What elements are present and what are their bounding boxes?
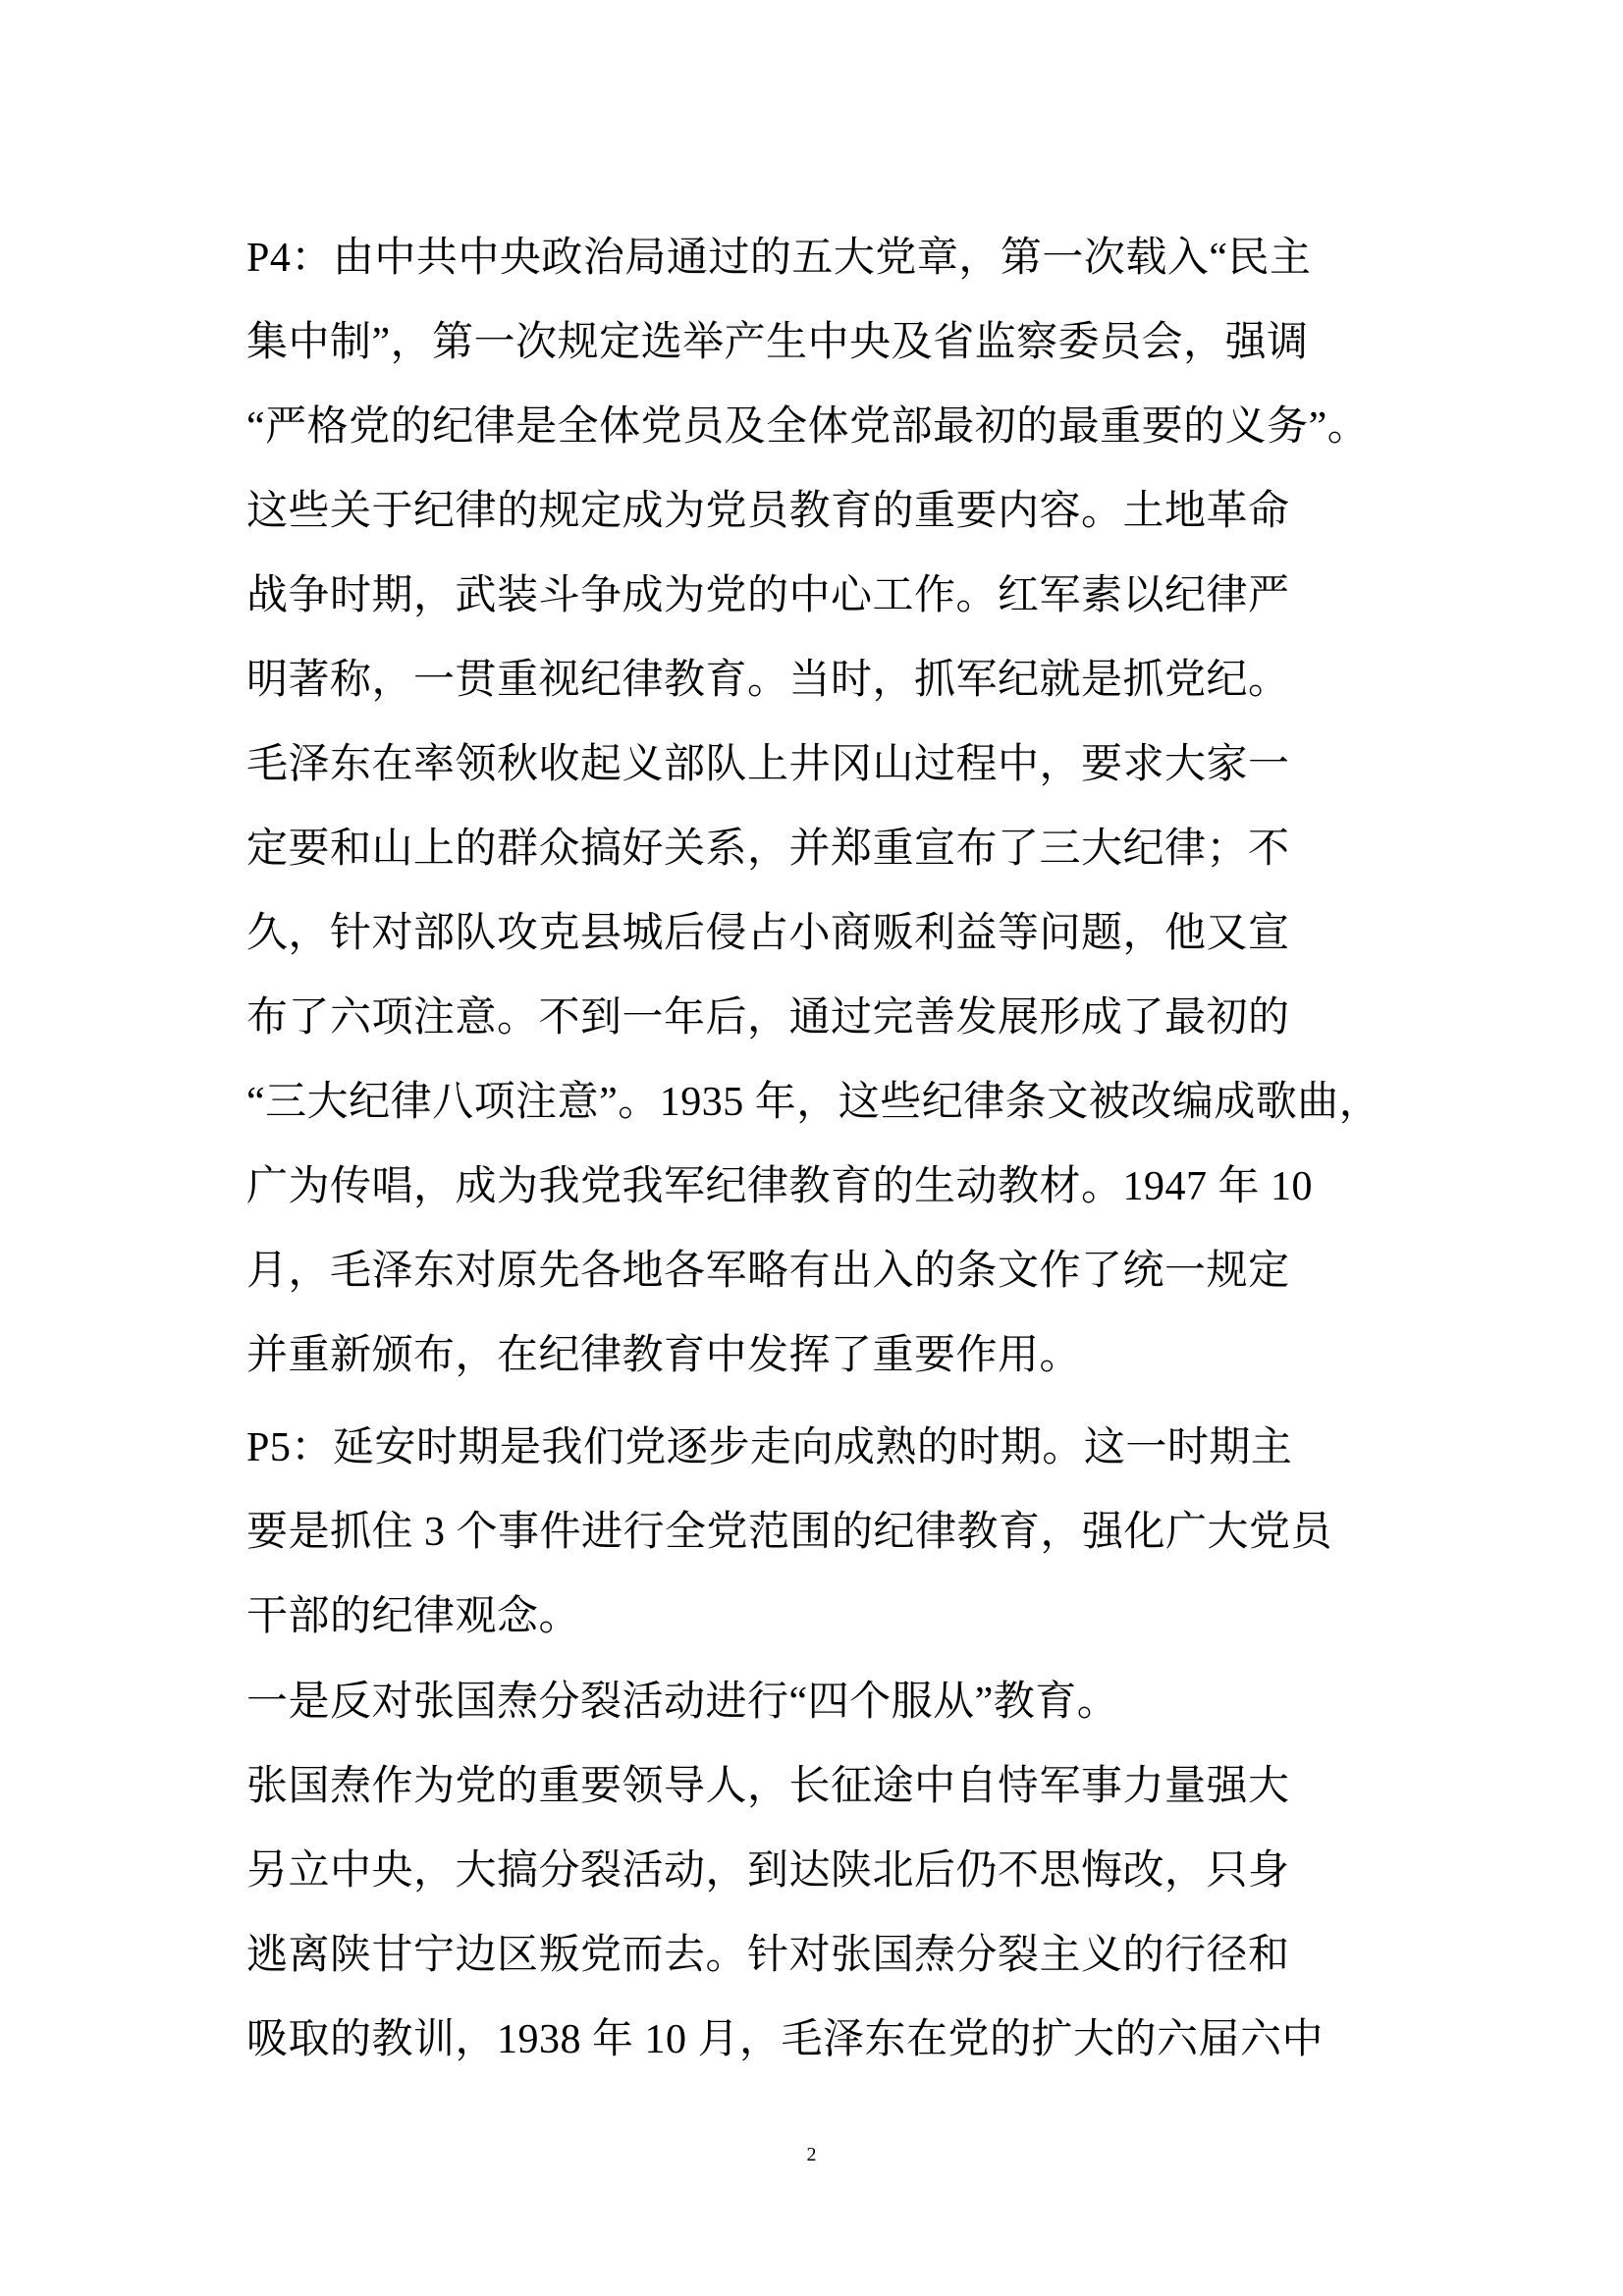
text-line: 并重新颁布，在纪律教育中发挥了重要作用。 — [246, 1333, 1082, 1378]
text-line: 要是抓住 3 个事件进行全党范围的纪律教育，强化广大党员 — [246, 1510, 1333, 1555]
text-line: 明著称，一贯重视纪律教育。当时，抓军纪就是抓党纪。 — [246, 658, 1290, 703]
text-line: 广为传唱，成为我党我军纪律教育的生动教材。1947 年 10 — [246, 1164, 1314, 1209]
text-line: 张国焘作为党的重要领导人，长征途中自恃军事力量强大 — [246, 1764, 1290, 1809]
text-line: “严格党的纪律是全体党员及全体党部最初的最重要的义务”。 — [246, 404, 1370, 450]
text-line: P5：延安时期是我们党逐步走向成熟的时期。这一时期主 — [246, 1425, 1293, 1470]
text-line: 干部的纪律观念。 — [246, 1594, 581, 1639]
text-line: 这些关于纪律的规定成为党员教育的重要内容。土地革命 — [246, 489, 1290, 534]
text-line: P4：由中共中央政治局通过的五大党章，第一次载入“民主 — [246, 236, 1312, 281]
text-line: 战争时期，武装斗争成为党的中心工作。红军素以纪律严 — [246, 573, 1290, 618]
text-line: 另立中央，大搞分裂活动，到达陕北后仍不思悔改，只身 — [246, 1848, 1290, 1894]
text-line: 定要和山上的群众搞好关系，并郑重宣布了三大纪律；不 — [246, 827, 1290, 872]
text-line: 集中制”，第一次规定选举产生中央及省监察委员会，强调 — [246, 320, 1309, 365]
text-line: 逃离陕甘宁边区叛党而去。针对张国焘分裂主义的行径和 — [246, 1933, 1290, 1978]
text-line: 月，毛泽东对原先各地各军略有出入的条文作了统一规定 — [246, 1249, 1290, 1294]
text-line: 久，针对部队攻克县城后侵占小商贩利益等问题，他又宣 — [246, 911, 1290, 956]
text-line: 一是反对张国焘分裂活动进行“四个服从”教育。 — [246, 1680, 1119, 1725]
text-line: 吸取的教训，1938 年 10 月，毛泽东在党的扩大的六届六中 — [246, 2017, 1325, 2062]
text-line: 毛泽东在率领秋收起义部队上井冈山过程中，要求大家一 — [246, 742, 1290, 787]
text-line: 布了六项注意。不到一年后，通过完善发展形成了最初的 — [246, 995, 1290, 1041]
text-line: “三大纪律八项注意”。1935 年，这些纪律条文被改编成歌曲， — [246, 1080, 1381, 1125]
page-number: 2 — [806, 2144, 817, 2165]
